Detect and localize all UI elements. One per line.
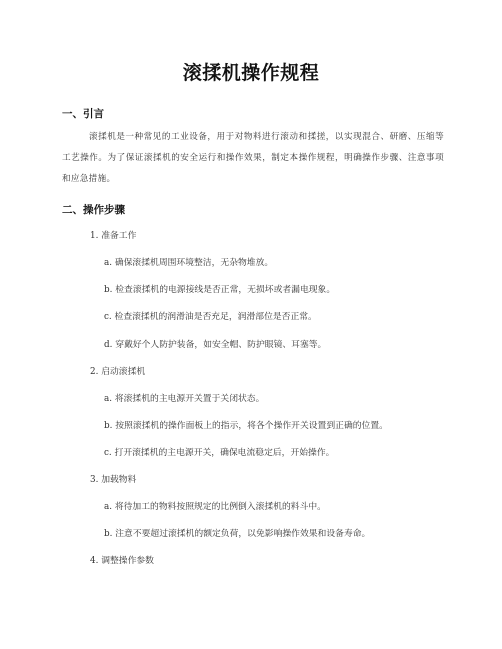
document-title: 滚揉机操作规程 — [182, 62, 320, 84]
step-2-label: 2. 启动滚揉机 — [90, 367, 146, 377]
step-1-item-b: b. 检查滚揉机的电源接线是否正常，无损坏或者漏电现象。 — [104, 285, 336, 295]
step-1-item-a: a. 确保滚揉机周围环境整洁，无杂物堆放。 — [104, 258, 274, 268]
step-1-label: 1. 准备工作 — [90, 231, 137, 241]
step-3-item-a: a. 将待加工的物料按照规定的比例倒入滚揉机的料斗中。 — [104, 502, 326, 512]
step-3-label: 3. 加载物料 — [90, 475, 137, 485]
step-2-item-c: c. 打开滚揉机的主电源开关，确保电流稳定后，开始操作。 — [104, 448, 335, 458]
section-heading-operation-steps: 二、操作步骤 — [62, 204, 125, 216]
step-1-item-c: c. 检查滚揉机的润滑油是否充足，润滑部位是否正常。 — [104, 312, 317, 322]
introduction-paragraph: 滚揉机是一种常见的工业设备，用于对物料进行滚动和揉搓，以实现混合、研磨、压缩等工艺操作。为了保证滚揉机的安全运行和操作效果，制定本操作规程，明确操作步骤、注意事项和应急措施。 — [62, 132, 444, 184]
step-4-label: 4. 调整操作参数 — [90, 556, 154, 566]
step-2-item-a: a. 将滚揉机的主电源开关置于关闭状态。 — [104, 394, 265, 404]
step-1-item-d: d. 穿戴好个人防护装备，如安全帽、防护眼镜、耳塞等。 — [104, 340, 327, 350]
step-3-item-b: b. 注意不要超过滚揉机的额定负荷，以免影响操作效果和设备寿命。 — [104, 529, 371, 539]
step-2-item-b: b. 按照滚揉机的操作面板上的指示，将各个操作开关设置到正确的位置。 — [104, 421, 388, 431]
section-heading-introduction: 一、引言 — [62, 108, 104, 120]
